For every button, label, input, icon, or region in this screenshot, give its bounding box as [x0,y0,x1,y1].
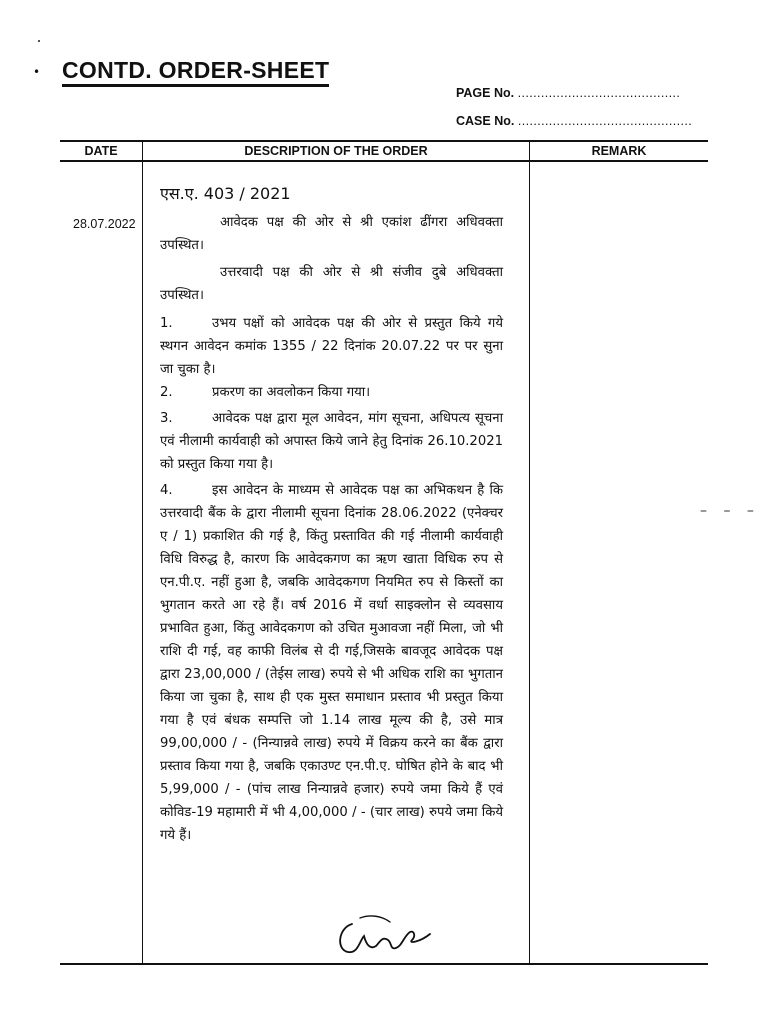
order-paragraph [160,479,503,847]
signature-icon-svg [330,910,440,960]
order-paragraph [160,381,503,404]
paragraph-text: प्रकरण का अवलोकन किया गया। [212,385,371,400]
case-number-field [456,114,696,128]
signature-icon [330,910,440,964]
remark-column-divider [529,140,530,965]
case-number-blank: ............................................. [517,114,693,128]
paragraph-number: 1. [160,316,173,331]
paragraph-text: उत्तरवादी पक्ष की ओर से श्री संजीव दुबे अधिवक्ता उपस्थित। [160,265,503,303]
scan-speck [38,40,40,42]
margin-dashes-icon: – – – [700,503,760,519]
case-number-label: CASE No. [456,114,515,128]
paragraph-number: 2. [160,385,173,400]
paragraph-number: 3. [160,411,173,426]
order-paragraph [160,261,503,307]
order-paragraph [160,407,503,476]
paragraph-number: 4. [160,483,173,498]
bullet-dot: • [33,65,41,79]
paragraph-text: इस आवेदन के माध्यम से आवेदक पक्ष का अभिकथन है कि उत्तरवादी बैंक के द्वारा नीलामी सूचना दिनांक 28.06.2022 (एनेक्चर ए / 1) प्रकाशित की गई है, किंतु प्रस्तावित की गई नीलामी कार्यवाही विधि विरुद्ध है, कारण कि आवेदकगण का ऋण खाता विधिक रुप से एन.पी.ए. नहीं हुआ है, जबकि आवेदकगण नियमित रुप से किस्तों का भुगतान करते आ रहे हैं। वर्ष 2016 में वर्धा साइक्लोन से व्यवसाय प्रभावित हुआ, किंतु आवेदकगण को उचित मुआवजा नहीं मिला, जो भी राशि दी गई, वह काफी विलंब से दी गई,जिसके बावजूद आवेदक पक्ष द्वारा 23,00,000 / (तेईस लाख) रुपये से भी अधिक राशि का भुगतान किया जा चुका है, साथ ही एक मुस्त समाधान प्रस्ताव भी प्रस्तुत किया गया है एवं बंधक सम्पत्ति जो 1.14 लाख मूल्य की है, उसे मात्र 99,00,000 / - (निन्यान्नवे लाख) रुपये में विक्रय करने का बैंक द्वारा प्रस्ताव किया गया है, जबकि एकाउण्ट एन.पी.ए. घोषित होने के बाद भी 5,99,000 / - (पांच लाख निन्यान्नवे हजार) रुपये जमा किये हैं एवं कोविड-19 महामारी में भी 4,00,000 / - (चार लाख) रुपये जमा किये गये हैं। [160,483,503,843]
order-date: 28.07.2022 [73,217,136,231]
page-number-blank: .......................................... [517,86,681,100]
page-number-field [456,86,696,100]
header-bottom-rule [60,160,708,162]
column-header-date: DATE [84,144,118,158]
paragraph-text: आवेदक पक्ष की ओर से श्री एकांश ढींगरा अधिवक्ता उपस्थित। [160,215,503,253]
order-paragraph [160,211,503,257]
column-header-description: DESCRIPTION OF THE ORDER [244,144,428,158]
paragraph-text: आवेदक पक्ष द्वारा मूल आवेदन, मांग सूचना, अधिपत्य सूचना एवं नीलामी कार्यवाही को अपास्त किये जाने हेतु दिनांक 26.10.2021 को प्रस्तुत किया गया है। [160,411,503,472]
order-paragraph [160,312,503,381]
page-number-label: PAGE No. [456,86,515,100]
column-header-remark: REMARK [591,144,647,158]
date-column-divider [142,140,143,965]
table-top-rule [60,140,708,142]
paragraph-text: उभय पक्षों को आवेदक पक्ष की ओर से प्रस्तुत किये गये स्थगन आवेदन कमांक 1355 / 22 दिनांक 20.07.22 पर पर सुना जा चुका है। [160,316,503,377]
case-title: एस.ए. 403 / 2021 [160,184,291,203]
sheet-title: CONTD. ORDER-SHEET [62,56,329,87]
